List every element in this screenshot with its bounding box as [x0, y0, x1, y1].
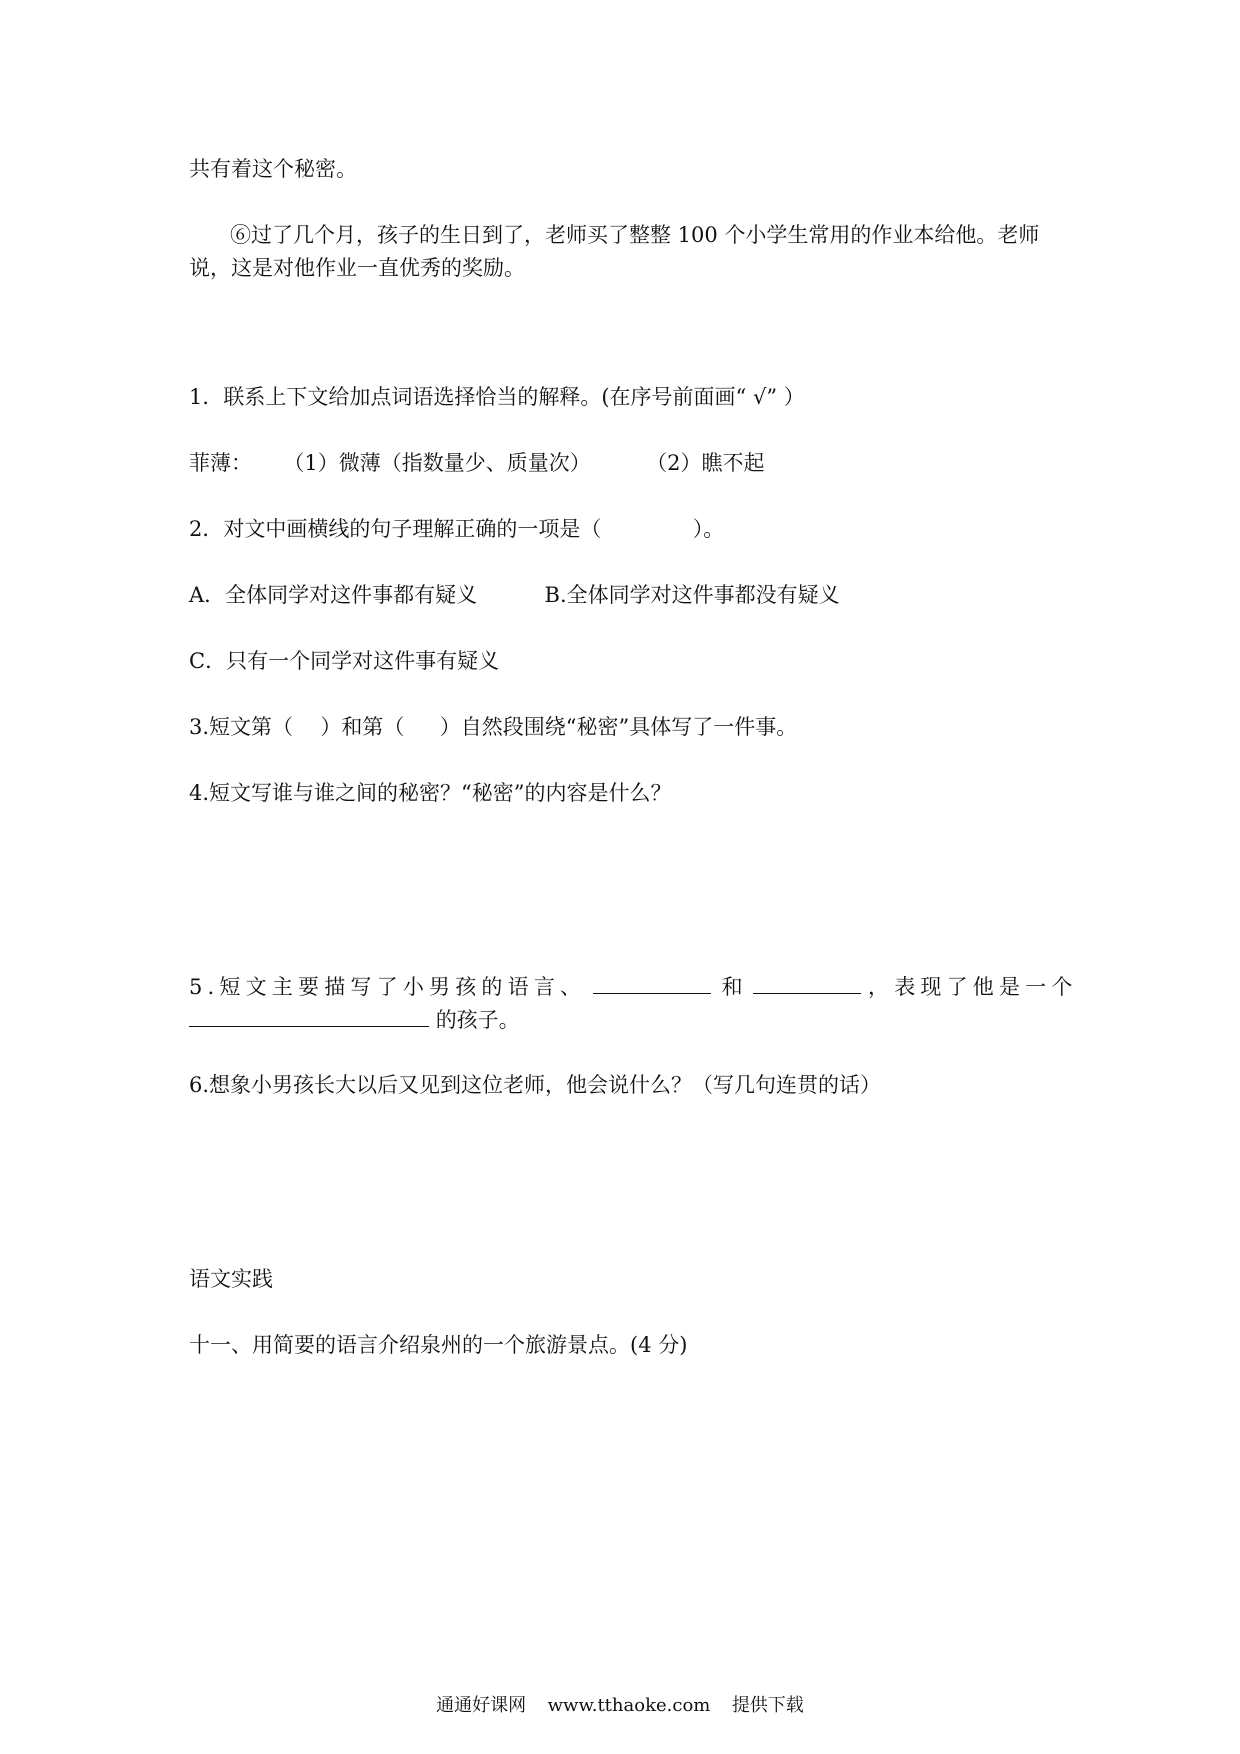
question-1-option-2: （2）瞧不起: [646, 451, 765, 475]
question-5-line-1: [189, 971, 1078, 1002]
question-6: 6.想象小男孩长大以后又见到这位老师，他会说什么？（写几句连贯的话）: [189, 1073, 882, 1097]
paragraph-6-line-2: 说，这是对他作业一直优秀的奖励。: [189, 256, 525, 280]
footer-site-name: 通通好课网: [436, 1695, 527, 1716]
question-4: 4.短文写谁与谁之间的秘密？“秘密”的内容是什么？: [189, 781, 672, 805]
question-2-prefix: 2．对文中画横线的句子理解正确的一项是（: [189, 517, 602, 541]
question-2-options-ab: [189, 580, 840, 610]
footer-tagline: 提供下载: [731, 1695, 804, 1716]
question-2: [189, 514, 724, 544]
answer-blank: [593, 971, 711, 994]
paragraph-6-line-1: ⑥过了几个月，孩子的生日到了，老师买了整整 100 个小学生常用的作业本给他。老师: [230, 223, 1040, 247]
question-1-options: [189, 448, 765, 478]
question-5-part-a: 5.短文主要描写了小男孩的语言、: [189, 975, 587, 999]
section-title: 语文实践: [189, 1267, 273, 1291]
footer-url[interactable]: www.tthaoke.com: [547, 1695, 711, 1716]
question-2-suffix: ）。: [692, 517, 725, 541]
question-5-part-d: 的孩子。: [435, 1008, 520, 1032]
answer-blank: [753, 971, 861, 994]
footer: [0, 1693, 1240, 1719]
question-1-option-1: （1）微薄（指数量少、质量次）: [283, 451, 591, 475]
question-5-part-c: ，表现了他是一个: [868, 975, 1078, 999]
question-2-option-a: A．全体同学对这件事都有疑义: [189, 583, 478, 607]
question-5-part-b: 和: [721, 975, 743, 999]
question-2-option-b: B.全体同学对这件事都没有疑义: [544, 583, 840, 607]
question-1: 1．联系上下文给加点词语选择恰当的解释。(在序号前面画“ √” ）: [189, 385, 805, 409]
answer-blank: [189, 1004, 429, 1027]
passage-line: 共有着这个秘密。: [189, 157, 357, 181]
question-3: [189, 712, 797, 742]
question-3-part-b: ）和第（: [320, 715, 405, 739]
question-3-part-c: ）自然段围绕“秘密”具体写了一件事。: [439, 715, 798, 739]
question-2-option-c: C．只有一个同学对这件事有疑义: [189, 649, 500, 673]
question-5-line-2: [189, 1004, 520, 1035]
question-1-word: 菲薄：: [189, 451, 252, 475]
question-11: 十一、用简要的语言介绍泉州的一个旅游景点。(4 分): [189, 1333, 688, 1357]
question-3-part-a: 3.短文第（: [189, 715, 294, 739]
